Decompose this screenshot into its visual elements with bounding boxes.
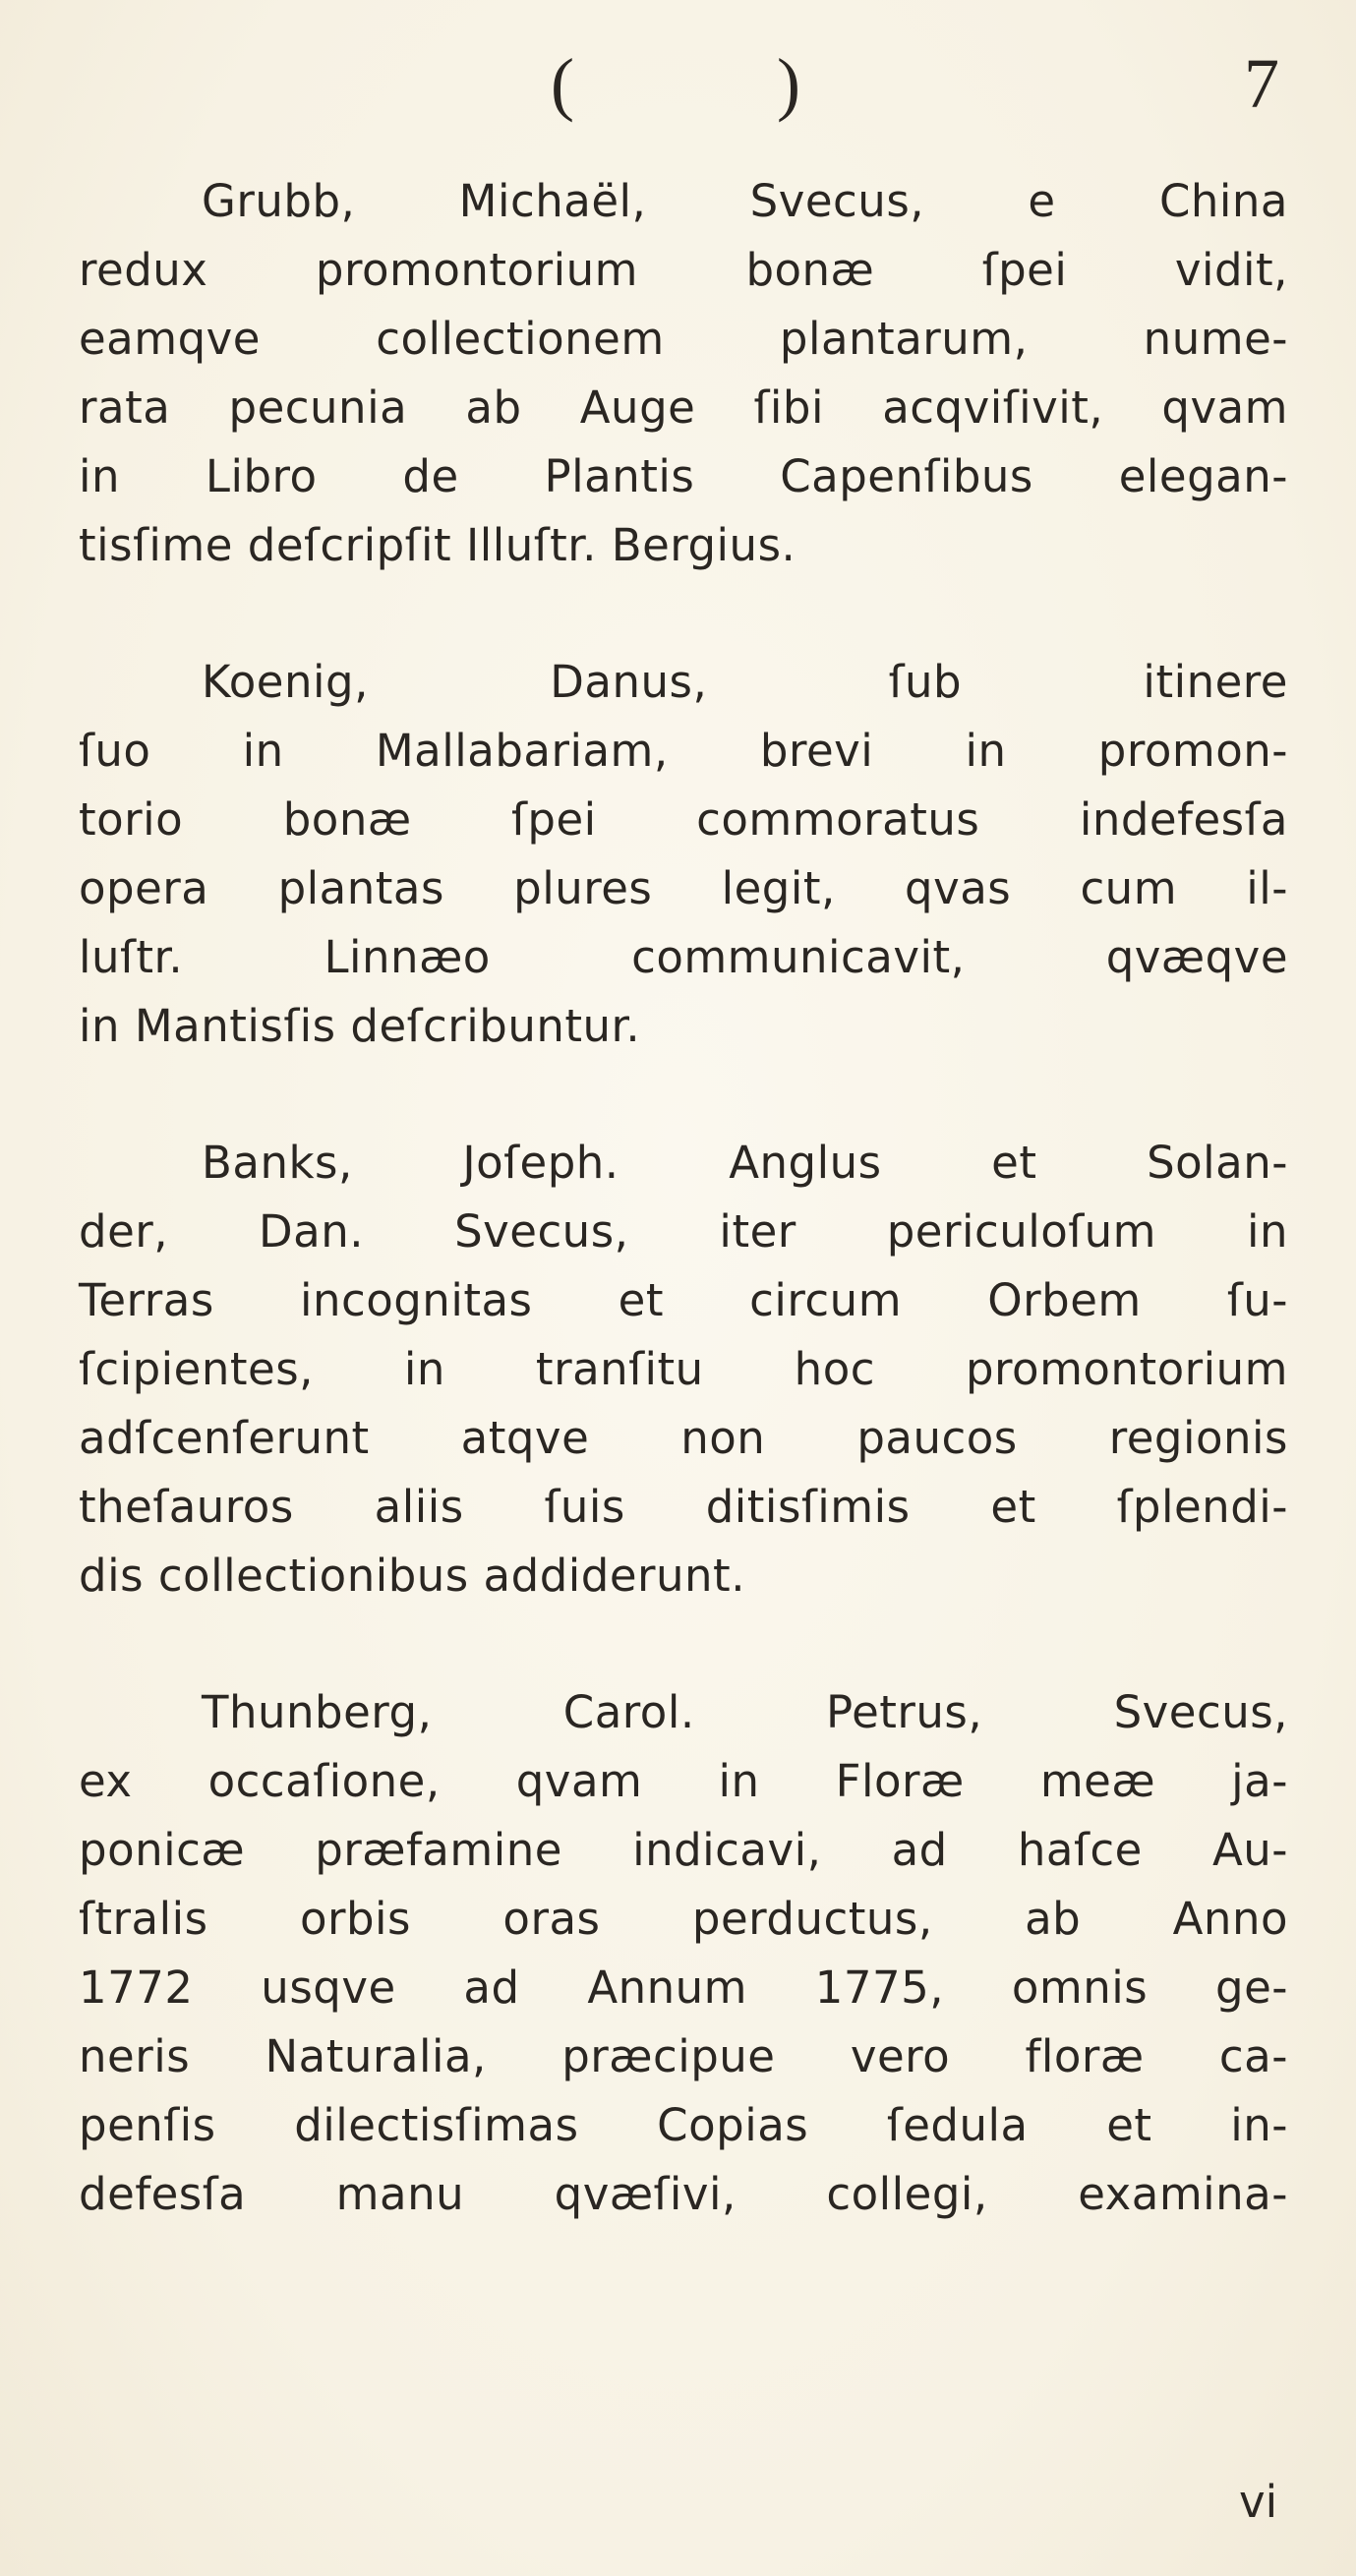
catchword: vi [1239,2476,1278,2528]
body-text [79,167,1288,2297]
text-line: ſuo in Mallabariam, brevi in promon- [79,725,1288,777]
text-line: ponicæ præfamine indicavi, ad haſce Au- [79,1824,1288,1876]
page-header [0,39,1356,128]
text-line: eamqve collectionem plantarum, nume- [79,313,1288,365]
paragraph-banks [79,1129,1288,1610]
text-line: in Mantisſis deſcribuntur. [79,1000,641,1052]
text-line: penſis dilectisſimas Copias ſedula et in- [79,2099,1288,2151]
text-line: adſcenſerunt atqve non paucos regionis [79,1412,1288,1464]
text-line: opera plantas plures legit, qvas cum il- [79,862,1288,914]
text-line: ſcipientes, in tranſitu hoc promontorium [79,1343,1288,1395]
text-line: in Libro de Plantis Capenſibus elegan- [79,450,1288,502]
text-line: torio bonæ ſpei commoratus indefesſa [79,793,1288,846]
text-line: luſtr. Linnæo communicavit, qvæqve [79,931,1288,983]
page-header-paren-close: ) [777,44,800,123]
text-line: Thunberg, Carol. Petrus, Svecus, [202,1686,1288,1738]
text-line: theſauros aliis ſuis ditisſimis et ſplendi- [79,1481,1288,1533]
text-line: Grubb, Michaël, Svecus, e China [202,175,1288,227]
page-header-paren-open: ( [551,44,574,123]
text-line: ex occaſione, qvam in Floræ meæ ja- [79,1755,1288,1807]
text-line: der, Dan. Svecus, iter periculoſum in [79,1205,1288,1258]
text-line: redux promontorium bonæ ſpei vidit, [79,244,1288,296]
paragraph-grubb [79,167,1288,580]
text-line: Koenig, Danus, ſub itinere [202,656,1288,708]
text-line: tisſime deſcripſit Illuſtr. Bergius. [79,519,796,571]
text-line: neris Naturalia, præcipue vero floræ ca- [79,2030,1288,2082]
paragraph-thunberg [79,1678,1288,2229]
text-line: dis collectionibus addiderunt. [79,1550,746,1602]
paragraph-koenig [79,648,1288,1061]
text-line: Banks, Joſeph. Anglus et Solan- [202,1137,1288,1189]
page-number: 7 [1244,44,1279,123]
text-line: defesſa manu qvæſivi, collegi, examina- [79,2168,1288,2220]
text-line: rata pecunia ab Auge ſibi acqviſivit, qvam [79,381,1288,434]
text-line: ſtralis orbis oras perductus, ab Anno [79,1893,1288,1945]
text-line: Terras incognitas et circum Orbem ſu- [79,1274,1288,1326]
text-line: 1772 usqve ad Annum 1775, omnis ge- [79,1961,1288,2014]
